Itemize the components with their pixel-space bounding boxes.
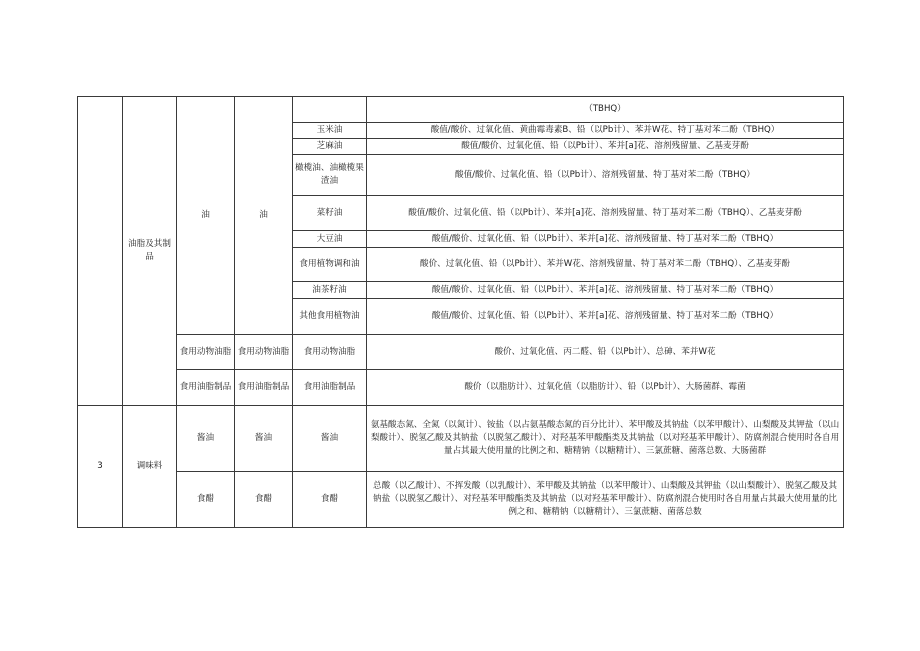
product-name-cell: 食用动物油脂	[293, 335, 367, 370]
test-items-cell: 酸价、过氧化值、铅（以Pb计）、苯并W花、溶剂残留量、特丁基对苯二酚（TBHQ）、乙基麦芽酚	[367, 248, 844, 282]
category-cell: 调味料	[123, 406, 177, 528]
category-cell: 油脂及其制品	[123, 97, 177, 406]
product-name-cell: 芝麻油	[293, 139, 367, 155]
subcategory-cell: 食用动物油脂	[177, 335, 235, 370]
subcategory-cell: 食用油脂制品	[177, 370, 235, 406]
test-items-cell: 酸值/酸价、过氧化值、铅（以Pb计）、溶剂残留量、特丁基对苯二酚（TBHQ）	[367, 155, 844, 196]
product-type-cell: 酱油	[235, 406, 293, 472]
subcategory-cell: 食醋	[177, 472, 235, 528]
product-name-cell: 酱油	[293, 406, 367, 472]
product-name-cell: 其他食用植物油	[293, 299, 367, 335]
test-items-cell: 酸价、过氧化值、丙二醛、铅（以Pb计）、总砷、苯并W花	[367, 335, 844, 370]
subcategory-cell: 油	[177, 97, 235, 335]
product-name-cell: 食醋	[293, 472, 367, 528]
test-items-cell: 酸值/酸价、过氧化值、铅（以Pb计）、苯并[a]花、溶剂残留量、特丁基对苯二酚（TBHQ）	[367, 231, 844, 248]
test-items-cell: 酸值/酸价、过氧化值、铅（以Pb计）、苯并[a]花、溶剂残留量、乙基麦芽酚	[367, 139, 844, 155]
test-items-cell: 总酸（以乙酸计）、不挥发酸（以乳酸计）、苯甲酸及其钠盐（以苯甲酸计）、山梨酸及其钾盐（以山梨酸计）、脱氢乙酸及其钠盐（以脱氢乙酸计）、对羟基苯甲酸酯类及其钠盐（以对羟基苯甲酸计）、防腐剂混合使用时各自用量占其最大使用量的比例之和、糖精钠（以糖精计）、三氯蔗糖、菌落总数	[367, 472, 844, 528]
product-name-cell: 食用植物调和油	[293, 248, 367, 282]
product-name-cell: 菜籽油	[293, 196, 367, 231]
seq-cell-empty	[78, 97, 123, 406]
test-items-cell: （TBHQ）	[367, 97, 844, 123]
product-name-cell: 食用油脂制品	[293, 370, 367, 406]
product-name-cell	[293, 97, 367, 123]
product-type-cell: 食用油脂制品	[235, 370, 293, 406]
test-items-cell: 酸价（以脂肪计）、过氧化值（以脂肪计）、铅（以Pb计）、大肠菌群、霉菌	[367, 370, 844, 406]
product-name-cell: 橄榄油、油橄榄果渣油	[293, 155, 367, 196]
product-type-cell: 食用动物油脂	[235, 335, 293, 370]
inspection-items-table	[77, 96, 844, 528]
test-items-cell: 酸值/酸价、过氧化值、黄曲霉毒素B、铅（以Pb计）、苯并W花、特丁基对苯二酚（TBHQ）	[367, 123, 844, 139]
test-items-cell: 酸值/酸价、过氧化值、铅（以Pb计）、苯并[a]花、溶剂残留量、特丁基对苯二酚（TBHQ）、乙基麦芽酚	[367, 196, 844, 231]
product-name-cell: 油茶籽油	[293, 282, 367, 299]
test-items-cell: 酸值/酸价、过氧化值、铅（以Pb计）、苯并[a]花、溶剂残留量、特丁基对苯二酚（TBHQ）	[367, 282, 844, 299]
test-items-cell: 酸值/酸价、过氧化值、铅（以Pb计）、苯并[a]花、溶剂残留量、特丁基对苯二酚（TBHQ）	[367, 299, 844, 335]
product-type-cell: 食醋	[235, 472, 293, 528]
test-items-cell: 氨基酸态氮、全氮（以氮计）、铵盐（以占氨基酸态氮的百分比计）、苯甲酸及其钠盐（以苯甲酸计）、山梨酸及其钾盐（以山梨酸计）、脱氢乙酸及其钠盐（以脱氢乙酸计）、对羟基苯甲酸酯类及其钠盐（以对羟基苯甲酸计）、防腐剂混合使用时各自用量占其最大使用量的比例之和、糖精钠（以糖精计）、三氯蔗糖、菌落总数、大肠菌群	[367, 406, 844, 472]
product-name-cell: 大豆油	[293, 231, 367, 248]
product-name-cell: 玉米油	[293, 123, 367, 139]
product-type-cell: 油	[235, 97, 293, 335]
subcategory-cell: 酱油	[177, 406, 235, 472]
seq-number-cell: 3	[78, 406, 123, 528]
